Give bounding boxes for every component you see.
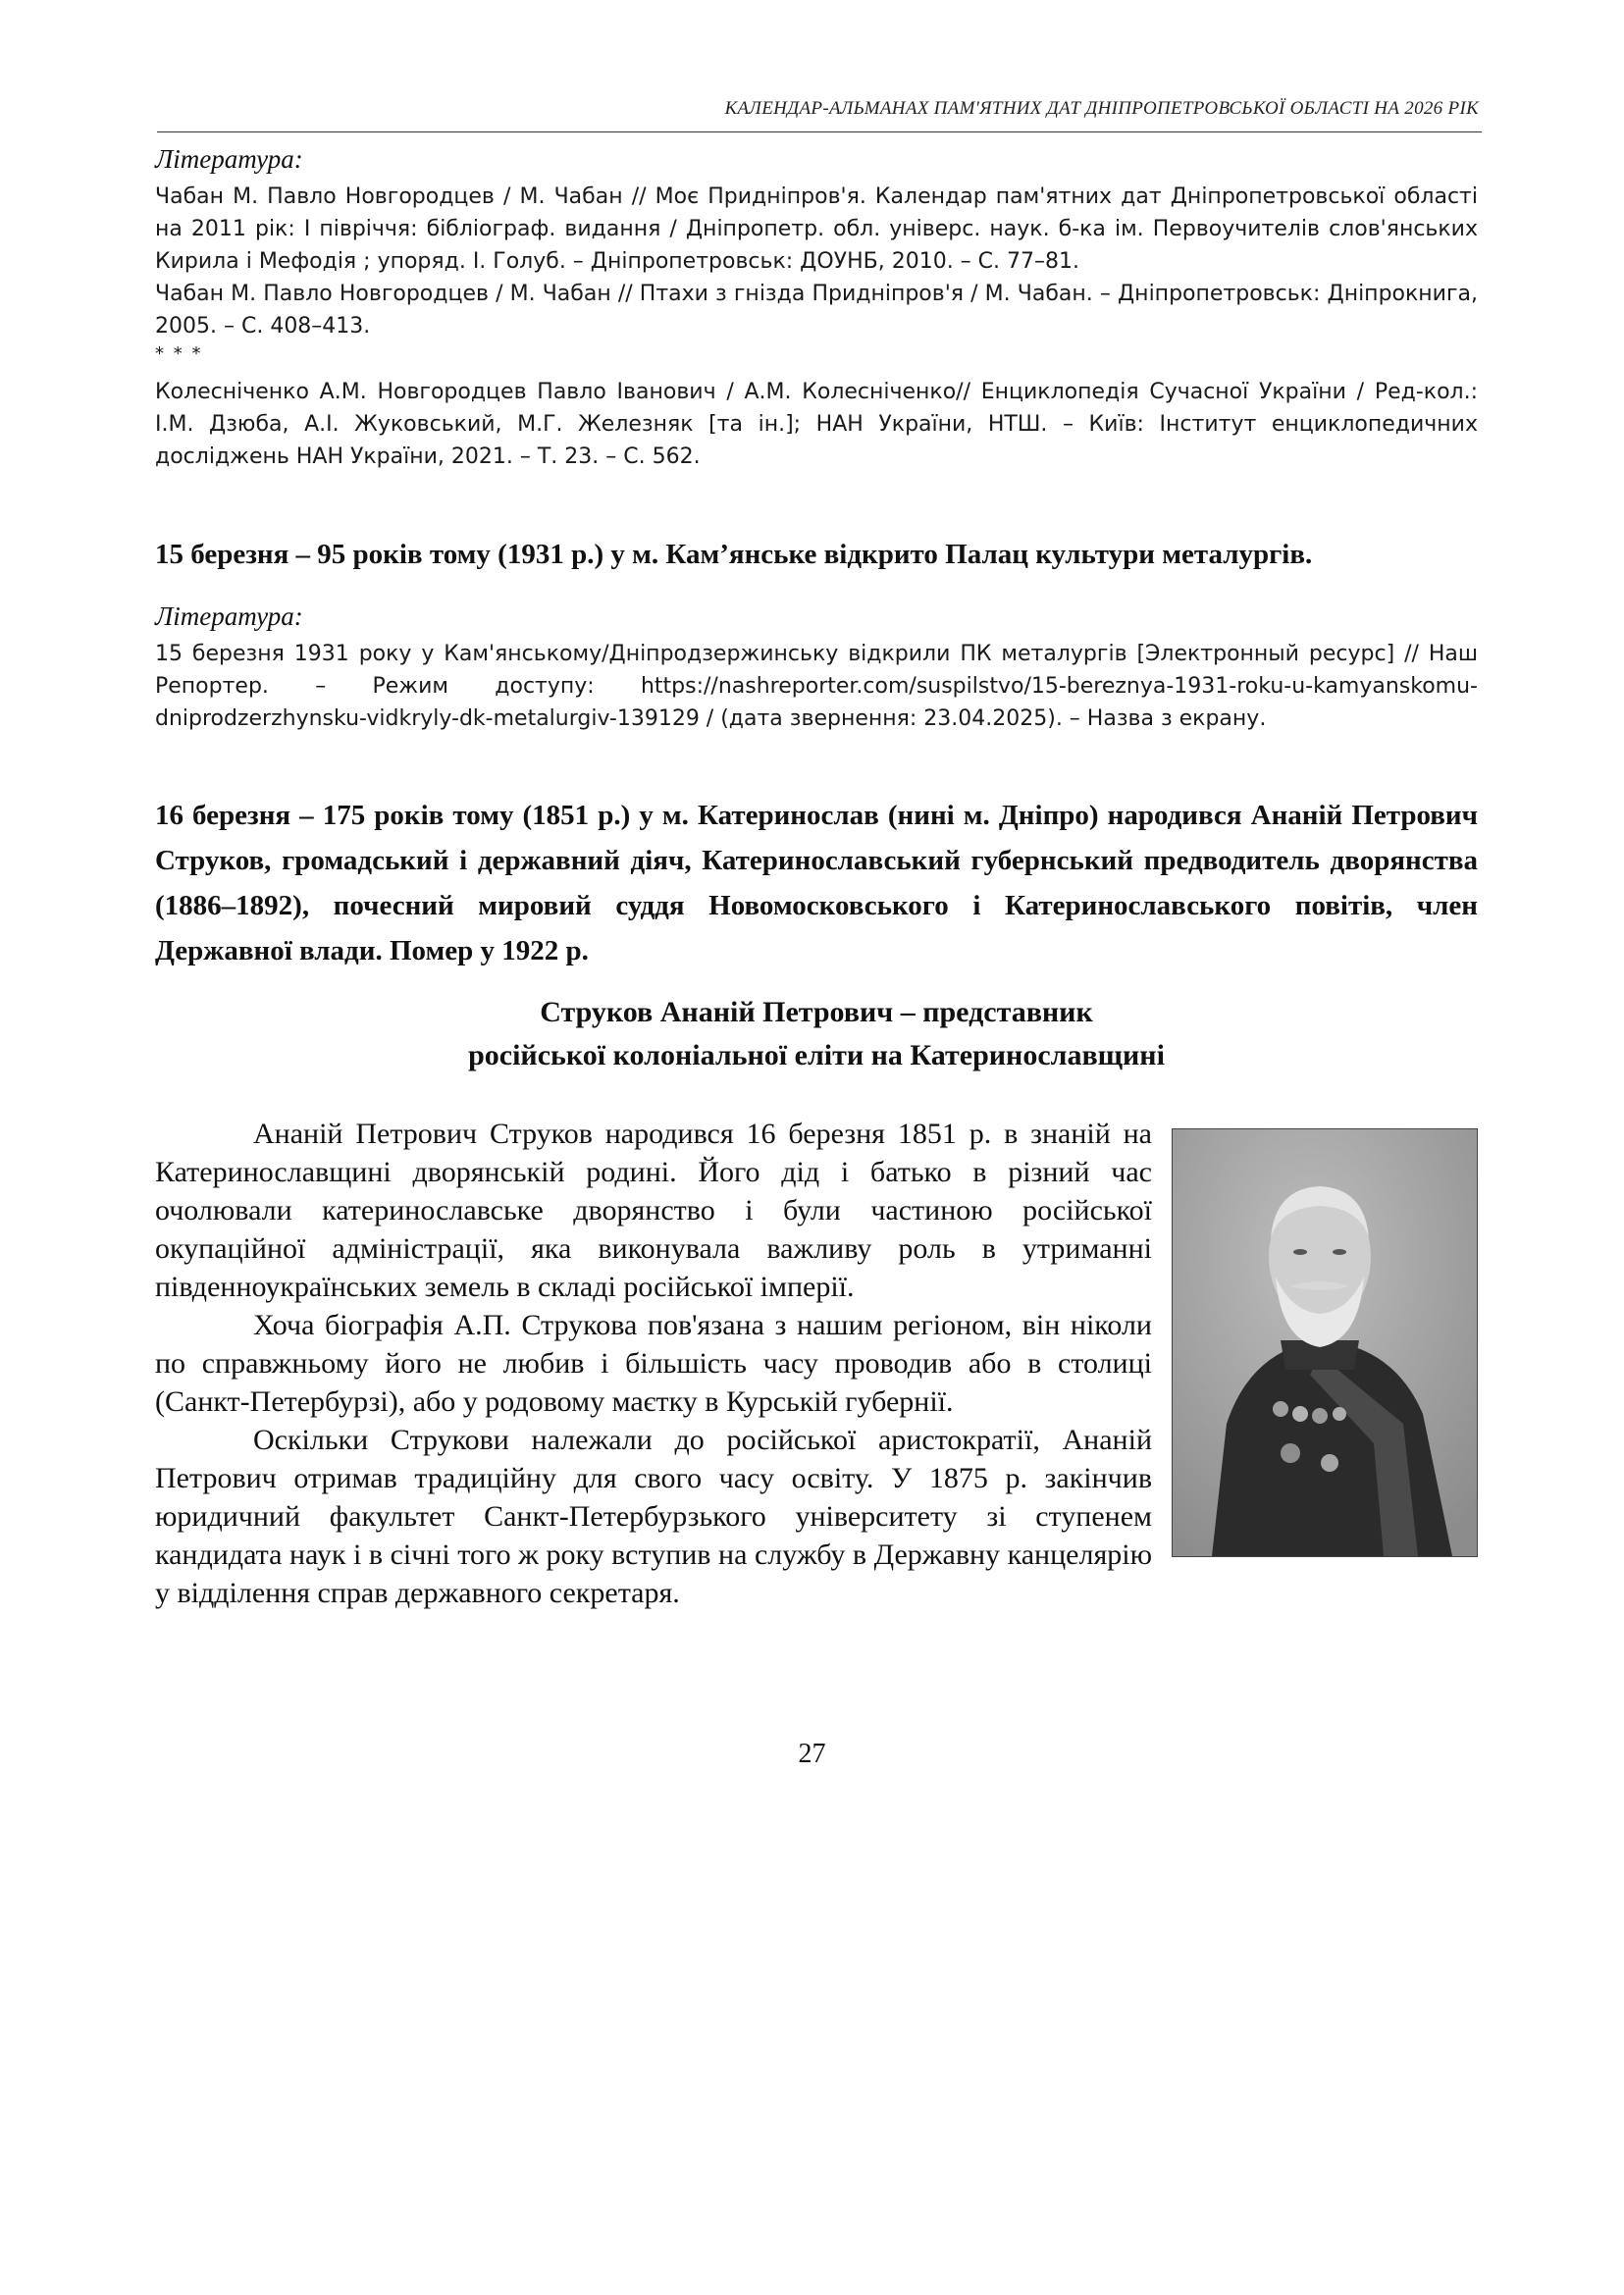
literature-list xyxy=(155,638,1478,735)
literature-entry: 15 березня 1931 року у Кам'янському/Дніпродзержинську відкрили ПК металургів [Электронный ресурс] // Наш Репортер. – Режим доступу: https://nashreporter.com/suspilstvo/15-bereznya-1931-roku-u-kamyanskomu-dniprodzerzhynsku-vidkryly-dk-metalurgiv-139129 / (дата звернення: 23.04.2025). – Назва з екрану. xyxy=(155,642,1478,731)
event-heading: 15 березня – 95 років тому (1931 р.) у м. Кам’янське відкрито Палац культури металургів. xyxy=(155,539,1313,570)
literature-entry: Колесніченко А.М. Новгородцев Павло Іванович / А.М. Колесніченко// Енциклопедія Сучасної України / Ред-кол.: І.М. Дзюба, А.І. Жуковський, М.Г. Железняк [та ін.]; НАН України, НТШ. – Київ: Інститут енциклопедичних досліджень НАН України, 2021. – Т. 23. – С. 562. xyxy=(155,380,1478,469)
literature-label: Література: xyxy=(155,601,303,631)
literature-entry: Чабан М. Павло Новгородцев / М. Чабан // Моє Придніпров'я. Календар пам'ятних дат Дніпропетровської області на 2011 рік: І півріччя: бібліограф. видання / Дніпропетр. обл. універс. наук. б-ка ім. Первоучителів слов'янських Кирила і Мефодія ; упоряд. І. Голуб. – Дніпропетровськ: ДОУНБ, 2010. – С. 77–81. xyxy=(155,184,1478,274)
literature-entry: Чабан М. Павло Новгородцев / М. Чабан // Птахи з гнізда Придніпров'я / М. Чабан. – Дніпропетровськ: Дніпрокнига, 2005. – С. 408–413. xyxy=(155,282,1478,339)
article-paragraph: Ананій Петрович Струков народився 16 березня 1851 р. в знаній на Катеринославщині дворянській родині. Його дід і батько в різний час очолювали катеринославське дворянство і були частиною російської окупаційної адміністрації, яка виконувала важливу роль в утриманні південноукраїнських земель в складі російської імперії. xyxy=(155,1118,1152,1303)
portrait-photo xyxy=(1172,1128,1478,1557)
article-body xyxy=(155,1115,1478,1612)
article-title xyxy=(155,991,1478,1077)
article-title-line: російської колоніальної еліти на Катеринославщині xyxy=(468,1039,1165,1071)
page-number: 27 xyxy=(798,1739,826,1769)
article-paragraph: Оскільки Струкови належали до російської аристократії, Ананій Петрович отримав традиційну для свого часу освіту. У 1875 р. закінчив юридичний факультет Санкт-Петербурзького університету зі ступенем кандидата наук і в січні того ж року вступив на службу в Державну канцелярію у відділення справ державного секретаря. xyxy=(155,1424,1152,1609)
article-paragraph: Хоча біографія А.П. Струкова пов'язана з нашим регіоном, він ніколи по справжньому його не любив і більшість часу проводив або в столиці (Санкт-Петербурзі), або у родовому маєтку в Курській губернії. xyxy=(155,1309,1152,1418)
header-rule xyxy=(157,131,1482,132)
running-header: КАЛЕНДАР-АЛЬМАНАХ ПАМ'ЯТНИХ ДАТ ДНІПРОПЕТРОВСЬКОЇ ОБЛАСТІ НА 2026 РІК xyxy=(724,98,1479,119)
literature-label: Література: xyxy=(155,144,303,174)
literature-list xyxy=(155,181,1478,473)
separator-asterisks: * * * xyxy=(155,343,203,364)
article-title-line: Струков Ананій Петрович – представник xyxy=(540,996,1093,1028)
event-heading: 16 березня – 175 років тому (1851 р.) у м. Катеринослав (нині м. Дніпро) народився Ананій Петрович Струков, громадський і державний діяч, Катеринославський губернський предводитель дворянства (1886–1892), почесний мировий суддя Новомосковського і Катеринославського повітів, член Державної влади. Помер у 1922 р. xyxy=(155,800,1478,966)
